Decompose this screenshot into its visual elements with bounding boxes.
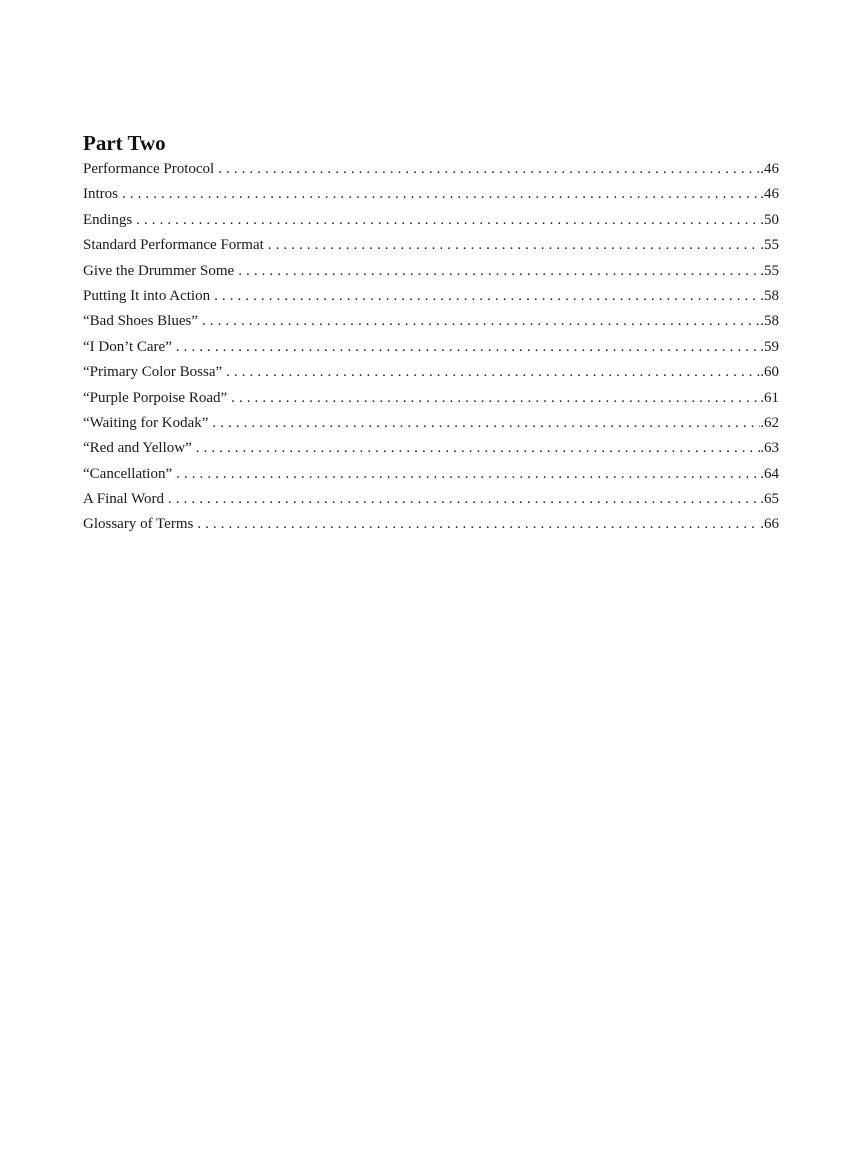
toc-entry-page: .58 [760,287,779,304]
toc-entry-title: A Final Word [83,491,165,508]
dot-leader [226,363,760,381]
dot-leader [202,312,760,330]
toc-entry [83,389,779,414]
dot-leader [231,389,760,407]
dot-leader [176,338,760,356]
toc-entry-title: Putting It into Action [83,287,211,304]
dot-leader [168,490,760,508]
toc-entry-title: Glossary of Terms [83,516,194,533]
dot-leader [218,160,760,178]
toc-entry [83,363,779,388]
toc-entry-page: .64 [760,465,779,482]
toc-entry-page: .50 [760,211,779,228]
toc-entry-page: .62 [760,414,779,431]
dot-leader [196,439,761,457]
toc-entry [83,236,779,261]
toc-entry-title: Endings [83,211,133,228]
toc-entry-page: .59 [760,338,779,355]
toc-entry-title: Intros [83,186,118,203]
toc-entry [83,338,779,363]
dot-leader [238,262,760,280]
dot-leader [122,185,760,203]
toc-entry-title: “Red and Yellow” [83,440,192,457]
toc-entry-page: .58 [760,313,779,330]
table-of-contents [83,130,779,541]
toc-entry-page: .60 [760,364,779,381]
toc-entry-page: .55 [760,237,779,254]
toc-entry [83,262,779,287]
toc-entry [83,312,779,337]
toc-entry [83,515,779,540]
toc-entry [83,211,779,236]
dot-leader [176,465,760,483]
toc-entry-title: “Primary Color Bossa” [83,364,223,381]
toc-entry-title: Standard Performance Format [83,237,264,254]
toc-entry-page: .46 [760,186,779,203]
dot-leader [197,515,760,533]
toc-entry-page: .55 [760,262,779,279]
toc-entry-title: “I Don’t Care” [83,338,172,355]
toc-entry [83,287,779,312]
toc-entry [83,185,779,210]
toc-entry-title: “Bad Shoes Blues” [83,313,198,330]
toc-entry-page: .63 [760,440,779,457]
toc-entry-page: .66 [760,516,779,533]
toc-entry-title: “Purple Porpoise Road” [83,389,228,406]
toc-entry-title: “Waiting for Kodak” [83,414,209,431]
dot-leader [136,211,760,229]
toc-entry [83,160,779,185]
toc-entry-title: “Cancellation” [83,465,173,482]
dot-leader [268,236,760,254]
toc-entry-title: Performance Protocol [83,161,215,177]
toc-entry-page: .61 [760,389,779,406]
toc-list [83,160,779,541]
toc-entry [83,439,779,464]
dot-leader [214,287,760,305]
dot-leader [212,414,760,432]
toc-entry [83,490,779,515]
toc-entry [83,465,779,490]
toc-entry-page: .65 [760,491,779,508]
section-title: Part Two [83,131,166,155]
toc-entry-title: Give the Drummer Some [83,262,235,279]
toc-entry [83,414,779,439]
toc-entry-page: .46 [760,161,779,177]
